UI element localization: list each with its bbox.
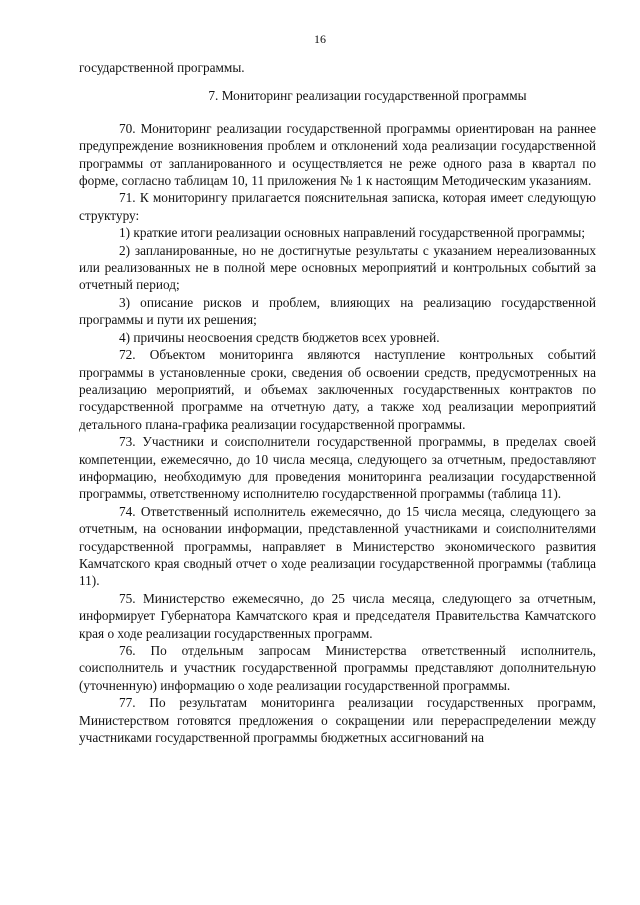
list-item-3: 3) описание рисков и проблем, влияющих на реализацию государственной программы и пути их решения; bbox=[79, 294, 596, 328]
section-heading: 7. Мониторинг реализации государственной программы bbox=[208, 88, 527, 104]
paragraph-74: 74. Ответственный исполнитель ежемесячно, до 15 числа месяца, следующего за отчетным, на основании информации, представленной участниками и соисполнителями государственной программы, направляет в Министерство экономического развития Камчатского края сводный отчет о ходе реализации государственной программы (таблица 11). bbox=[79, 503, 596, 589]
page-number: 16 bbox=[314, 32, 326, 46]
list-item-2: 2) запланированные, но не достигнутые результаты с указанием нереализованных или реализованных не в полной мере основных мероприятий и контрольных событий за отчетный период; bbox=[79, 242, 596, 293]
paragraph-77: 77. По результатам мониторинга реализации государственных программ, Министерством готовятся предложения о сокращении или перераспределении между участниками государственной программы бюджетных ассигнований на bbox=[79, 695, 596, 746]
paragraph-70: 70. Мониторинг реализации государственной программы ориентирован на раннее предупреждение возникновения проблем и отклонений хода реализации государственной программы от запланированного и осуществляется не реже одного раза в квартал по форме, согласно таблицам 10, 11 приложения № 1 к настоящим Методическим указаниям. bbox=[79, 120, 596, 189]
paragraph-76: 76. По отдельным запросам Министерства ответственный исполнитель, соисполнитель и участник государственной программы представляют дополнительную (уточненную) информацию о ходе реализации государственной программы. bbox=[79, 643, 596, 693]
list-item-4: 4) причины неосвоения средств бюджетов всех уровней. bbox=[119, 329, 440, 345]
document-body bbox=[79, 59, 596, 746]
paragraph-75: 75. Министерство ежемесячно, до 25 числа месяца, следующего за отчетным, информирует Губернатора Камчатского края и председателя Правительства Камчатского края о ходе реализации государственных программ. bbox=[79, 590, 596, 641]
lead-line: государственной программы. bbox=[79, 60, 245, 75]
paragraph-73: 73. Участники и соисполнители государственной программы, в пределах своей компетенции, ежемесячно, до 10 числа месяца, следующего за отчетным, предоставляют информацию, необходимую для проведения мониторинга реализации государственной программы, ответственному исполнителю государственной программы (таблица 11). bbox=[79, 434, 596, 502]
list-item-1: 1) краткие итоги реализации основных направлений государственной программы; bbox=[119, 225, 586, 241]
paragraph-72: 72. Объектом мониторинга являются наступление контрольных событий программы в установленные сроки, сведения об освоении средств, предусмотренных на реализацию мероприятий, и объемах заключенных государственных контрактов по государственной программе на отчетную дату, а также ход реализации мероприятий детального плана-графика реализации государственной программы. bbox=[79, 347, 596, 432]
paragraph-71: 71. К мониторингу прилагается пояснительная записка, которая имеет следующую структуру: bbox=[79, 190, 596, 223]
